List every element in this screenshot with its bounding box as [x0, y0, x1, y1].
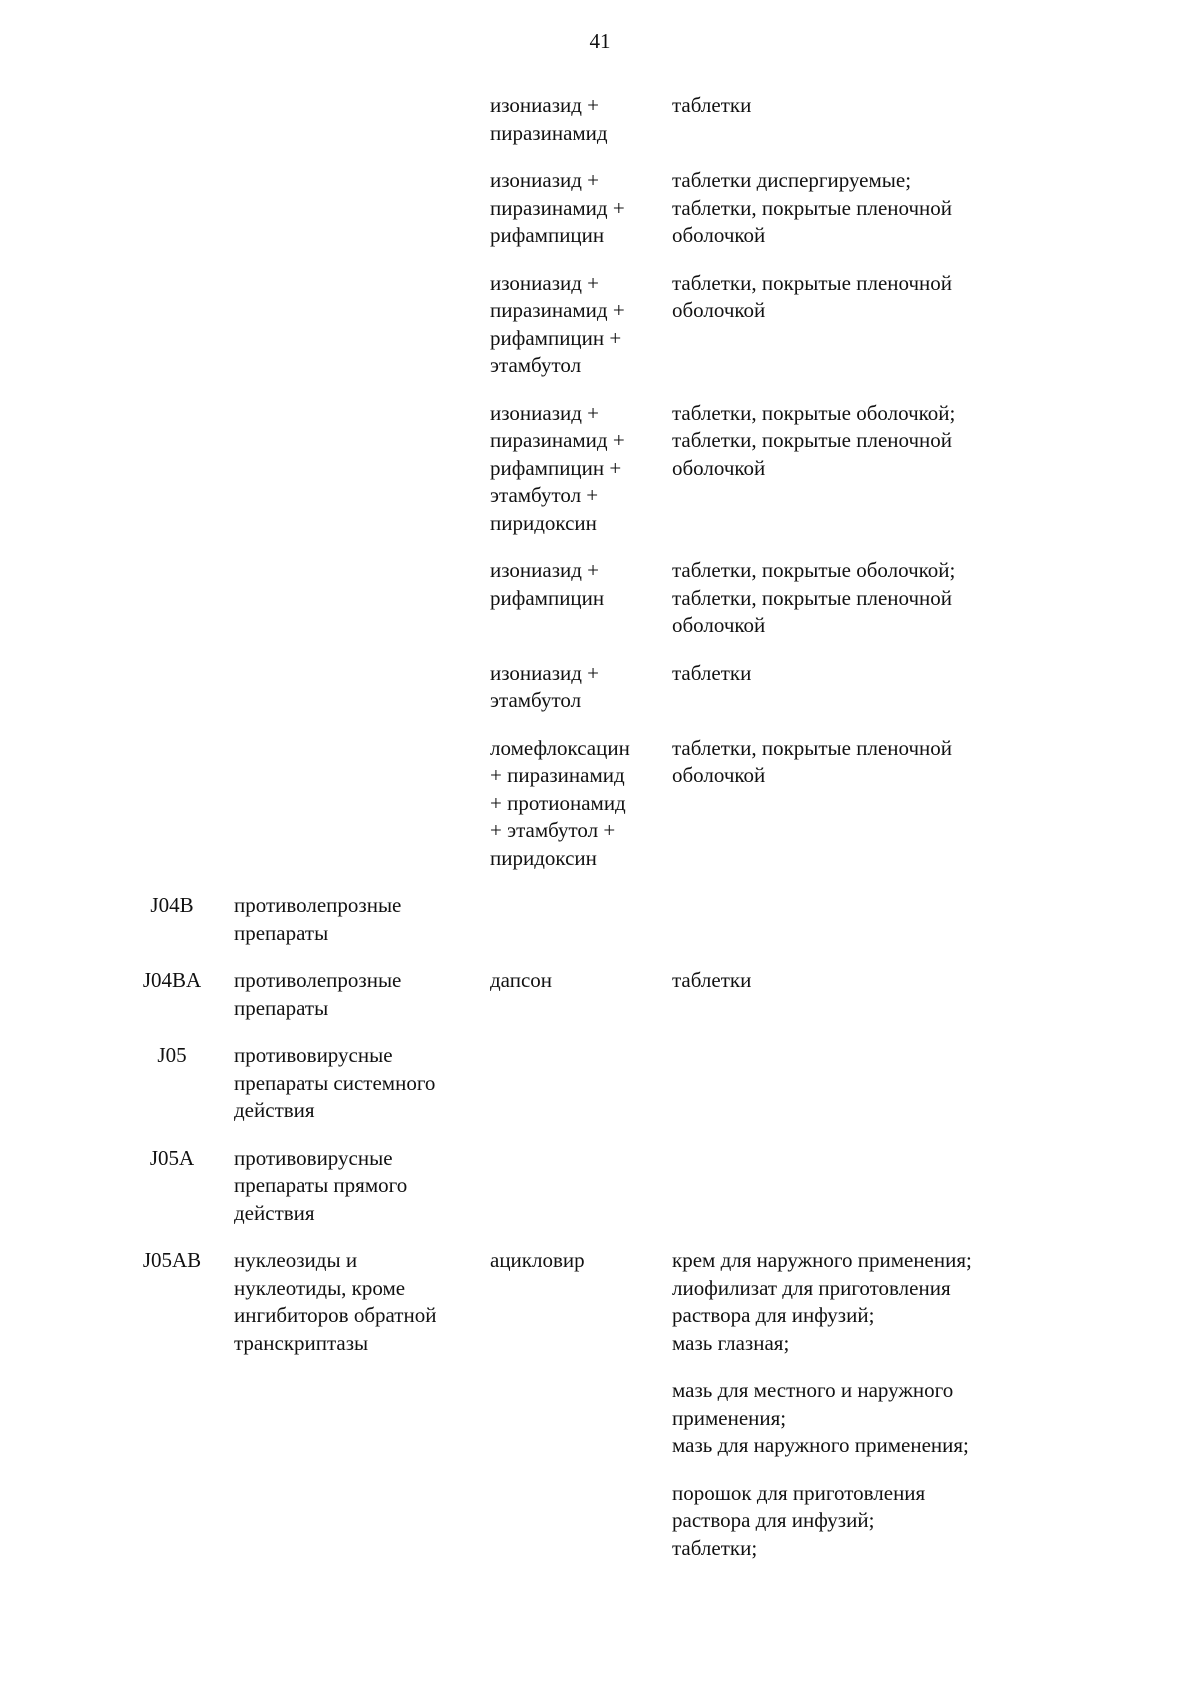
dosage-form-cell: [672, 967, 1060, 1042]
dosage-form-line: таблетки, покрытые оболочкой;: [672, 558, 956, 582]
drug-name-cell: [490, 1247, 672, 1562]
group-name-line: препараты: [234, 995, 329, 1020]
dosage-form-line: мазь для наружного применения;: [672, 1433, 969, 1457]
dosage-form-line: крем для наружного применения;: [672, 1248, 972, 1272]
atc-code-cell: [120, 967, 234, 1042]
dosage-form-line: таблетки, покрытые пленочной: [672, 735, 953, 760]
dosage-form-block: [672, 270, 1060, 325]
table-row: [120, 735, 1060, 893]
dosage-form-block: [672, 167, 1060, 250]
dosage-form-line: таблетки, покрытые пленочной: [672, 195, 953, 220]
dosage-form-line: таблетки;: [672, 1535, 758, 1560]
drug-name-cell: [490, 557, 672, 660]
group-name-line: транскриптазы: [234, 1330, 369, 1355]
atc-code-cell: [120, 1042, 234, 1145]
page-number: 41: [589, 29, 611, 53]
drug-name-cell: [490, 660, 672, 735]
table-row: [120, 92, 1060, 167]
group-name-line: противолепрозные: [234, 893, 402, 917]
drug-name-cell: [490, 270, 672, 400]
dosage-form-line: таблетки, покрытые пленочной: [672, 428, 953, 452]
anatomical-group-cell: [234, 967, 490, 1042]
dosage-form-cell: [672, 557, 1060, 660]
dosage-form-block: [672, 92, 1060, 120]
group-name-line: препараты системного: [234, 1070, 436, 1095]
dosage-form-line: лиофилизат для приготовления: [672, 1275, 951, 1300]
dosage-form-line: оболочкой: [672, 455, 766, 480]
group-name-line: препараты: [234, 920, 329, 945]
group-name-line: действия: [234, 1098, 315, 1122]
drug-name-line: рифампицин: [490, 223, 605, 247]
dosage-form-block: [672, 1377, 1060, 1460]
dosage-form-cell: [672, 167, 1060, 270]
dosage-form-cell: [672, 400, 1060, 558]
drug-name-line: изониазид +: [490, 660, 600, 685]
group-name-line: препараты прямого: [234, 1173, 408, 1197]
table-row: [120, 167, 1060, 270]
dosage-form-line: таблетки: [672, 660, 752, 685]
dosage-form-line: оболочкой: [672, 613, 766, 637]
dosage-form-line: таблетки: [672, 93, 752, 117]
drug-name-line: + протионамид: [490, 790, 626, 815]
drug-list-table: [120, 92, 1060, 1562]
dosage-form-cell: [672, 660, 1060, 735]
group-name-line: противолепрозные: [234, 968, 402, 992]
drug-name-line: рифампицин +: [490, 325, 622, 350]
drug-name-cell: [490, 1042, 672, 1145]
drug-name-cell: [490, 167, 672, 270]
dosage-form-line: применения;: [672, 1405, 787, 1430]
dosage-form-block: [672, 1247, 1060, 1357]
atc-code-cell: [120, 400, 234, 558]
table-row: [120, 967, 1060, 1042]
atc-code-cell: [120, 660, 234, 735]
atc-code-cell: [120, 270, 234, 400]
table-row: [120, 400, 1060, 558]
atc-code-cell: [120, 167, 234, 270]
drug-name-line: + этамбутол +: [490, 818, 616, 842]
atc-code: J04B: [150, 893, 194, 917]
anatomical-group-cell: [234, 557, 490, 660]
table-row: [120, 892, 1060, 967]
dosage-form-line: таблетки, покрытые пленочной: [672, 270, 953, 295]
dosage-form-cell: [672, 1145, 1060, 1248]
dosage-form-line: таблетки, покрытые оболочкой;: [672, 400, 956, 425]
drug-name-line: ломефлоксацин: [490, 735, 630, 760]
dosage-form-line: мазь для местного и наружного: [672, 1378, 954, 1402]
drug-name-cell: [490, 967, 672, 1042]
dosage-form-line: раствора для инфузий;: [672, 1303, 875, 1327]
drug-name-cell: [490, 400, 672, 558]
dosage-form-line: оболочкой: [672, 763, 766, 787]
dosage-form-cell: [672, 92, 1060, 167]
dosage-form-block: [672, 1480, 1060, 1563]
drug-name-line: изониазид +: [490, 270, 600, 295]
dosage-form-block: [672, 660, 1060, 688]
anatomical-group-cell: [234, 400, 490, 558]
dosage-form-block: [672, 557, 1060, 640]
dosage-form-line: оболочкой: [672, 298, 766, 322]
drug-name-line: изониазид +: [490, 558, 600, 582]
atc-code: J05A: [149, 1145, 195, 1170]
drug-name-line: этамбутол: [490, 688, 582, 712]
drug-name-line: пиразинамид +: [490, 428, 625, 452]
table-row: [120, 1145, 1060, 1248]
atc-code-cell: [120, 892, 234, 967]
dosage-form-cell: [672, 735, 1060, 893]
drug-name-line: изониазид +: [490, 168, 600, 192]
dosage-form-block: [672, 400, 1060, 483]
anatomical-group-cell: [234, 660, 490, 735]
drug-name-cell: [490, 92, 672, 167]
dosage-form-cell: [672, 1247, 1060, 1562]
anatomical-group-cell: [234, 92, 490, 167]
anatomical-group-cell: [234, 892, 490, 967]
drug-name-line: ацикловир: [490, 1248, 585, 1272]
drug-name-line: пиразинамид +: [490, 195, 625, 220]
dosage-form-cell: [672, 892, 1060, 967]
dosage-form-line: таблетки, покрытые пленочной: [672, 585, 953, 610]
group-name-line: нуклеозиды и: [234, 1248, 358, 1272]
atc-code: J05AB: [142, 1248, 202, 1272]
table-row: [120, 660, 1060, 735]
atc-code-cell: [120, 1247, 234, 1562]
atc-code: J05: [157, 1043, 187, 1067]
group-name-line: противовирусные: [234, 1043, 393, 1067]
anatomical-group-cell: [234, 1247, 490, 1562]
atc-code: J04BA: [142, 968, 202, 992]
drug-name-line: пиразинамид +: [490, 298, 625, 322]
group-name-line: действия: [234, 1200, 315, 1225]
group-name-line: противовирусные: [234, 1145, 393, 1170]
drug-name-cell: [490, 1145, 672, 1248]
drug-name-line: этамбутол +: [490, 483, 599, 507]
drug-name-cell: [490, 735, 672, 893]
drug-name-line: пиридоксин: [490, 845, 597, 870]
dosage-form-block: [672, 967, 1060, 995]
atc-code-cell: [120, 557, 234, 660]
anatomical-group-cell: [234, 1042, 490, 1145]
drug-name-line: изониазид +: [490, 400, 600, 425]
dosage-form-line: раствора для инфузий;: [672, 1508, 875, 1532]
table-row: [120, 557, 1060, 660]
atc-code-cell: [120, 1145, 234, 1248]
atc-code-cell: [120, 92, 234, 167]
atc-code-cell: [120, 735, 234, 893]
anatomical-group-cell: [234, 735, 490, 893]
drug-name-line: + пиразинамид: [490, 763, 625, 787]
dosage-form-cell: [672, 1042, 1060, 1145]
anatomical-group-cell: [234, 167, 490, 270]
anatomical-group-cell: [234, 270, 490, 400]
table-row: [120, 1247, 1060, 1562]
dosage-form-cell: [672, 270, 1060, 400]
drug-name-cell: [490, 892, 672, 967]
drug-name-line: рифампицин +: [490, 455, 622, 480]
drug-name-line: пиразинамид: [490, 120, 608, 145]
table-row: [120, 1042, 1060, 1145]
drug-name-line: дапсон: [490, 968, 553, 992]
drug-name-line: пиридоксин: [490, 510, 597, 535]
dosage-form-line: оболочкой: [672, 223, 766, 247]
dosage-form-line: таблетки: [672, 968, 752, 992]
drug-name-line: этамбутол: [490, 353, 582, 377]
group-name-line: ингибиторов обратной: [234, 1303, 437, 1327]
dosage-form-line: таблетки диспергируемые;: [672, 168, 912, 192]
drug-name-line: изониазид +: [490, 93, 600, 117]
dosage-form-line: порошок для приготовления: [672, 1480, 926, 1505]
group-name-line: нуклеотиды, кроме: [234, 1275, 406, 1300]
drug-name-line: рифампицин: [490, 585, 605, 610]
anatomical-group-cell: [234, 1145, 490, 1248]
table-row: [120, 270, 1060, 400]
dosage-form-line: мазь глазная;: [672, 1330, 790, 1355]
table-body: [120, 92, 1060, 1562]
dosage-form-block: [672, 735, 1060, 790]
